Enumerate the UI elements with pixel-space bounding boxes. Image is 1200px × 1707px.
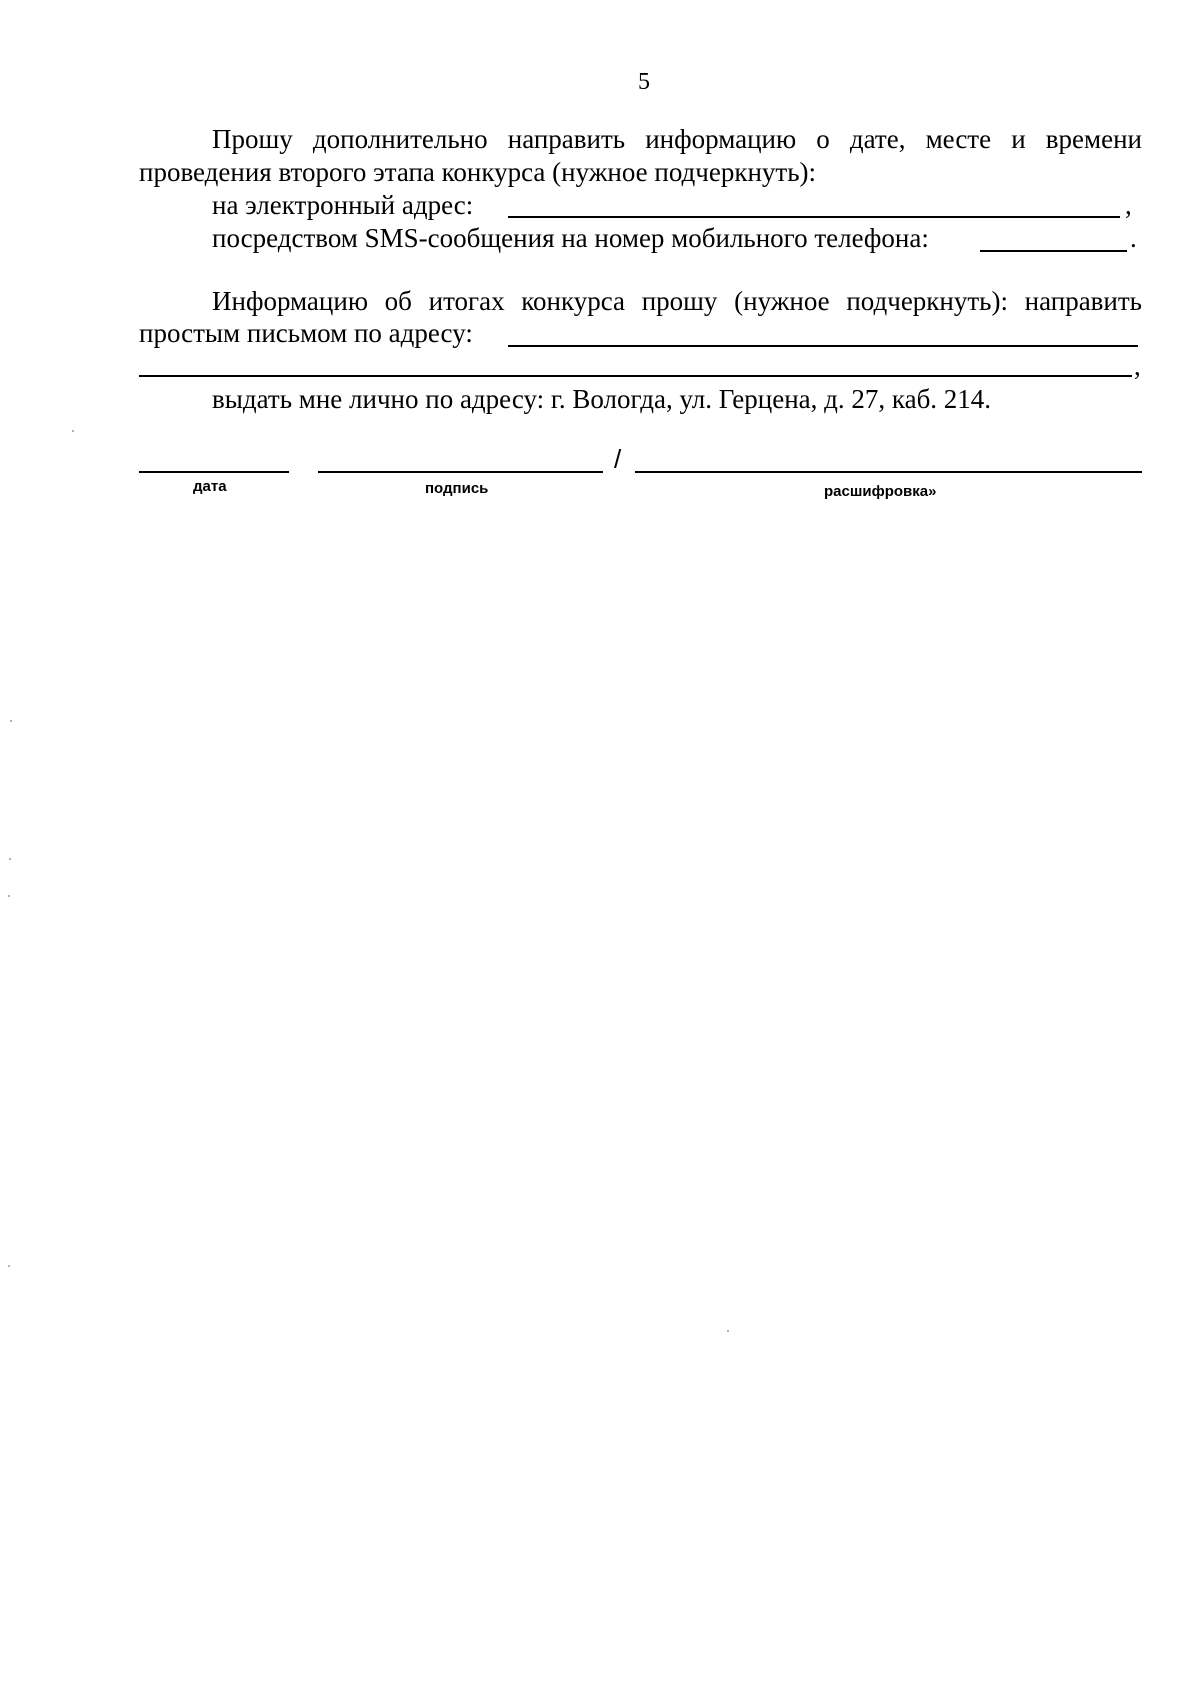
scan-speck — [10, 720, 12, 722]
name-decoding-caption: расшифровка» — [824, 483, 937, 500]
paragraph1-line1: Прошу дополнительно направить информацию о дате, месте и времени — [212, 124, 1142, 154]
sms-label: посредством SMS-сообщения на номер мобильного телефона: — [212, 223, 929, 253]
paragraph2-line1: Информацию об итогах конкурса прошу (нужное подчеркнуть): направить — [212, 286, 1142, 316]
scan-speck — [8, 1265, 10, 1267]
signature-caption: подпись — [425, 480, 489, 497]
scan-speck — [727, 1330, 729, 1332]
email-comma: , — [1125, 190, 1132, 220]
scan-speck — [8, 895, 10, 897]
scan-speck — [72, 430, 74, 432]
phone-field-line[interactable] — [980, 250, 1127, 252]
page-number: 5 — [638, 69, 650, 95]
post-address-line2[interactable] — [139, 375, 1132, 377]
date-caption: дата — [193, 478, 227, 495]
scan-speck — [9, 858, 11, 860]
post-label: простым письмом по адресу: — [139, 318, 473, 348]
signature-line[interactable] — [318, 471, 603, 473]
email-field-line[interactable] — [508, 216, 1120, 218]
slash-separator: / — [614, 444, 622, 474]
in-person-option: выдать мне лично по адресу: г. Вологда, ул. Герцена, д. 27, каб. 214. — [212, 384, 992, 414]
phone-period: . — [1130, 223, 1137, 253]
post-comma: , — [1134, 351, 1141, 381]
name-decoding-line[interactable] — [635, 471, 1142, 473]
email-label: на электронный адрес: — [212, 190, 474, 220]
paragraph1-line2: проведения второго этапа конкурса (нужное подчеркнуть): — [139, 157, 817, 187]
post-address-line1[interactable] — [508, 345, 1138, 347]
date-line[interactable] — [139, 471, 289, 473]
